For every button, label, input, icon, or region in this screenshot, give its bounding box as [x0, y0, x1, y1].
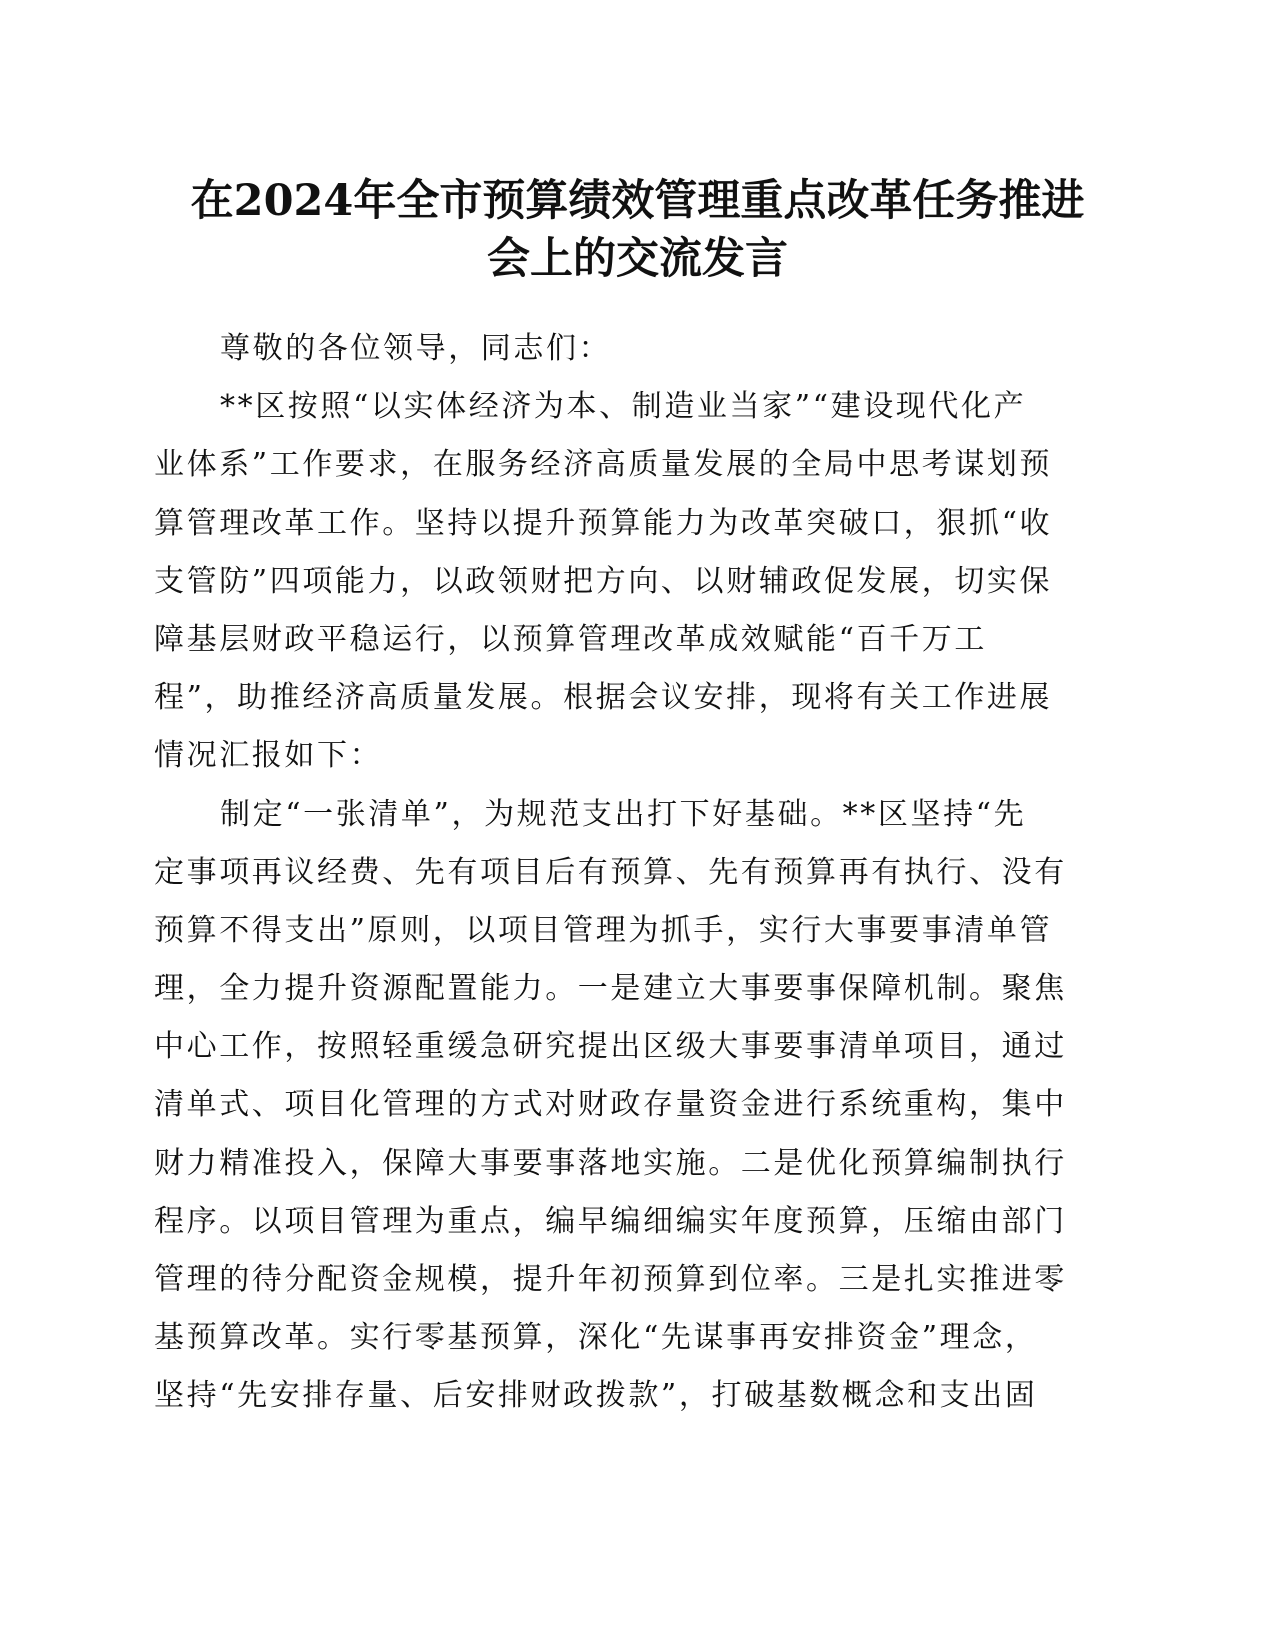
paragraph-2-line-9: 管理的待分配资金规模，提升年初预算到位率。三是扎实推进零: [154, 1262, 1067, 1297]
document-body: [154, 320, 1089, 1426]
paragraph-1-line-1: **区按照“以实体经济为本、制造业当家”“建设现代化产: [220, 389, 1027, 425]
paragraph-1-line-7: 情况汇报如下：: [154, 738, 383, 774]
title-line-1: 在2024年全市预算绩效管理重点改革任务推进: [190, 176, 1085, 226]
paragraph-2-line-6: 清单式、项目化管理的方式对财政存量资金进行系统重构，集中: [154, 1087, 1067, 1123]
paragraph-2-line-3: 预算不得支出”原则，以项目管理为抓手，实行大事要事清单管: [154, 912, 1053, 948]
paragraph-2-line-2: 定事项再议经费、先有项目后有预算、先有预算再有执行、没有: [154, 854, 1067, 890]
salutation: 尊敬的各位领导，同志们：: [220, 331, 612, 366]
paragraph-2-line-1: 制定“一张清单”，为规范支出打下好基础。**区坚持“先: [220, 796, 1027, 832]
paragraph-1-line-6: 程”，助推经济高质量发展。根据会议安排，现将有关工作进展: [154, 680, 1053, 716]
paragraph-1-line-5: 障基层财政平稳运行，以预算管理改革成效赋能“百千万工: [154, 621, 987, 657]
document-title: [150, 172, 1125, 288]
paragraph-2-line-8: 程序。以项目管理为重点，编早编细编实年度预算，压缩由部门: [154, 1203, 1067, 1239]
paragraph-1-line-4: 支管防”四项能力，以政领财把方向、以财辅政促发展，切实保: [154, 563, 1053, 599]
paragraph-2-line-11: 坚持“先安排存量、后安排财政拨款”，打破基数概念和支出固: [154, 1378, 1038, 1414]
paragraph-2-line-5: 中心工作，按照轻重缓急研究提出区级大事要事清单项目，通过: [154, 1029, 1067, 1065]
paragraph-1-line-2: 业体系”工作要求，在服务经济高质量发展的全局中思考谋划预: [154, 447, 1053, 483]
paragraph-2-line-7: 财力精准投入，保障大事要事落地实施。二是优化预算编制执行: [154, 1145, 1067, 1181]
paragraph-2-line-10: 基预算改革。实行零基预算，深化“先谋事再安排资金”理念，: [154, 1320, 1038, 1356]
title-line-2: 会上的交流发言: [487, 234, 788, 284]
paragraph-2-line-4: 理，全力提升资源配置能力。一是建立大事要事保障机制。聚焦: [154, 971, 1067, 1007]
paragraph-1-line-3: 算管理改革工作。坚持以提升预算能力为改革突破口，狠抓“收: [154, 505, 1053, 541]
